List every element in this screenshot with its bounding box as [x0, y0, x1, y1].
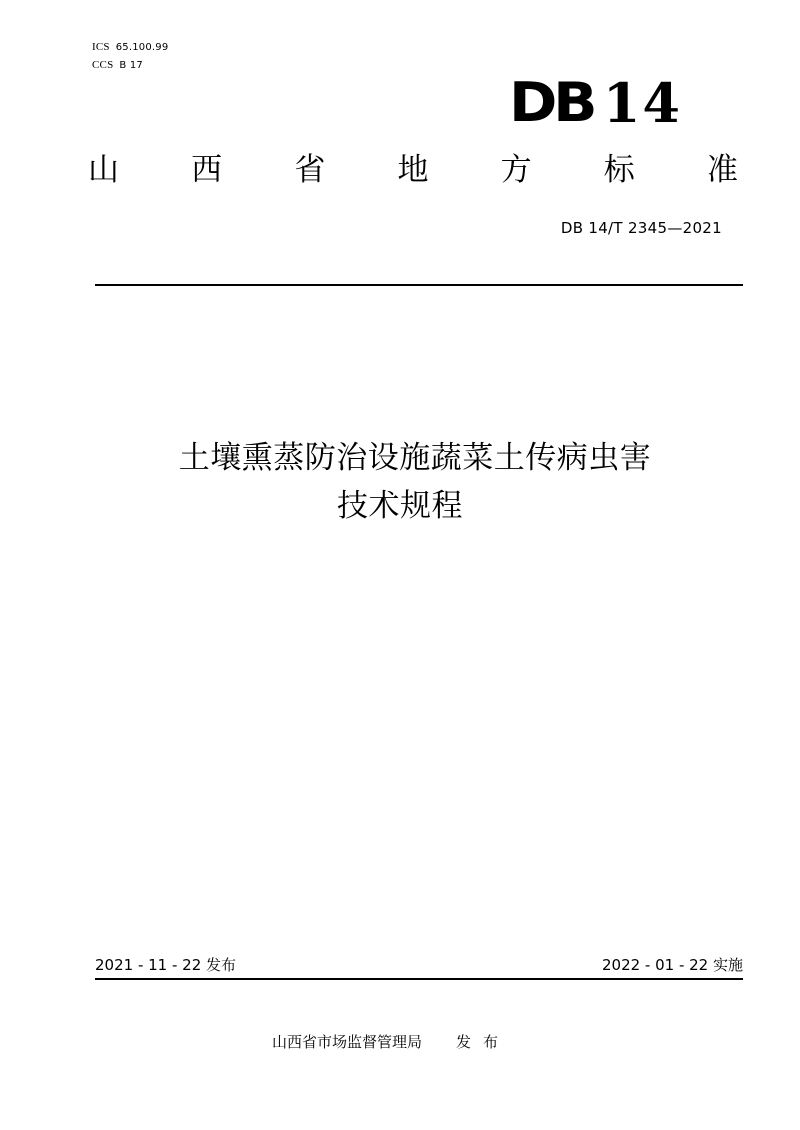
standard-type-char: 标 [603, 152, 635, 188]
db-logo-code: 14 [602, 71, 682, 135]
publisher-action: 发布 [456, 1033, 511, 1051]
bottom-divider [95, 978, 743, 980]
standard-type-char: 地 [397, 152, 429, 188]
ccs-label: CCS [92, 59, 114, 71]
standard-type-char: 准 [706, 152, 738, 188]
publisher-line [272, 1032, 510, 1052]
publisher-name: 山西省市场监督管理局 [272, 1033, 423, 1051]
db-logo [508, 66, 682, 135]
ccs-code [92, 58, 143, 73]
top-divider [95, 284, 743, 286]
issue-date: 2021 - 11 - 22 发布 [95, 956, 237, 974]
standard-type-char: 山 [88, 152, 119, 188]
document-title-line-2: 技术规程 [337, 488, 463, 524]
ccs-value: B 17 [119, 60, 143, 71]
standard-type-char: 西 [191, 152, 223, 188]
standard-type-char: 方 [500, 152, 532, 188]
implementation-date: 2022 - 01 - 22 实施 [601, 956, 743, 974]
ics-label: ICS [92, 41, 110, 53]
ics-value: 65.100.99 [115, 42, 169, 53]
ics-code [92, 40, 168, 55]
standard-type-char: 省 [294, 152, 326, 188]
standard-number: DB 14/T 2345—2021 [560, 219, 722, 237]
standard-type-heading [88, 150, 738, 190]
db-logo-prefix: DB [508, 71, 594, 134]
document-title-line-1: 土壤熏蒸防治设施蔬菜土传病虫害 [178, 440, 652, 476]
